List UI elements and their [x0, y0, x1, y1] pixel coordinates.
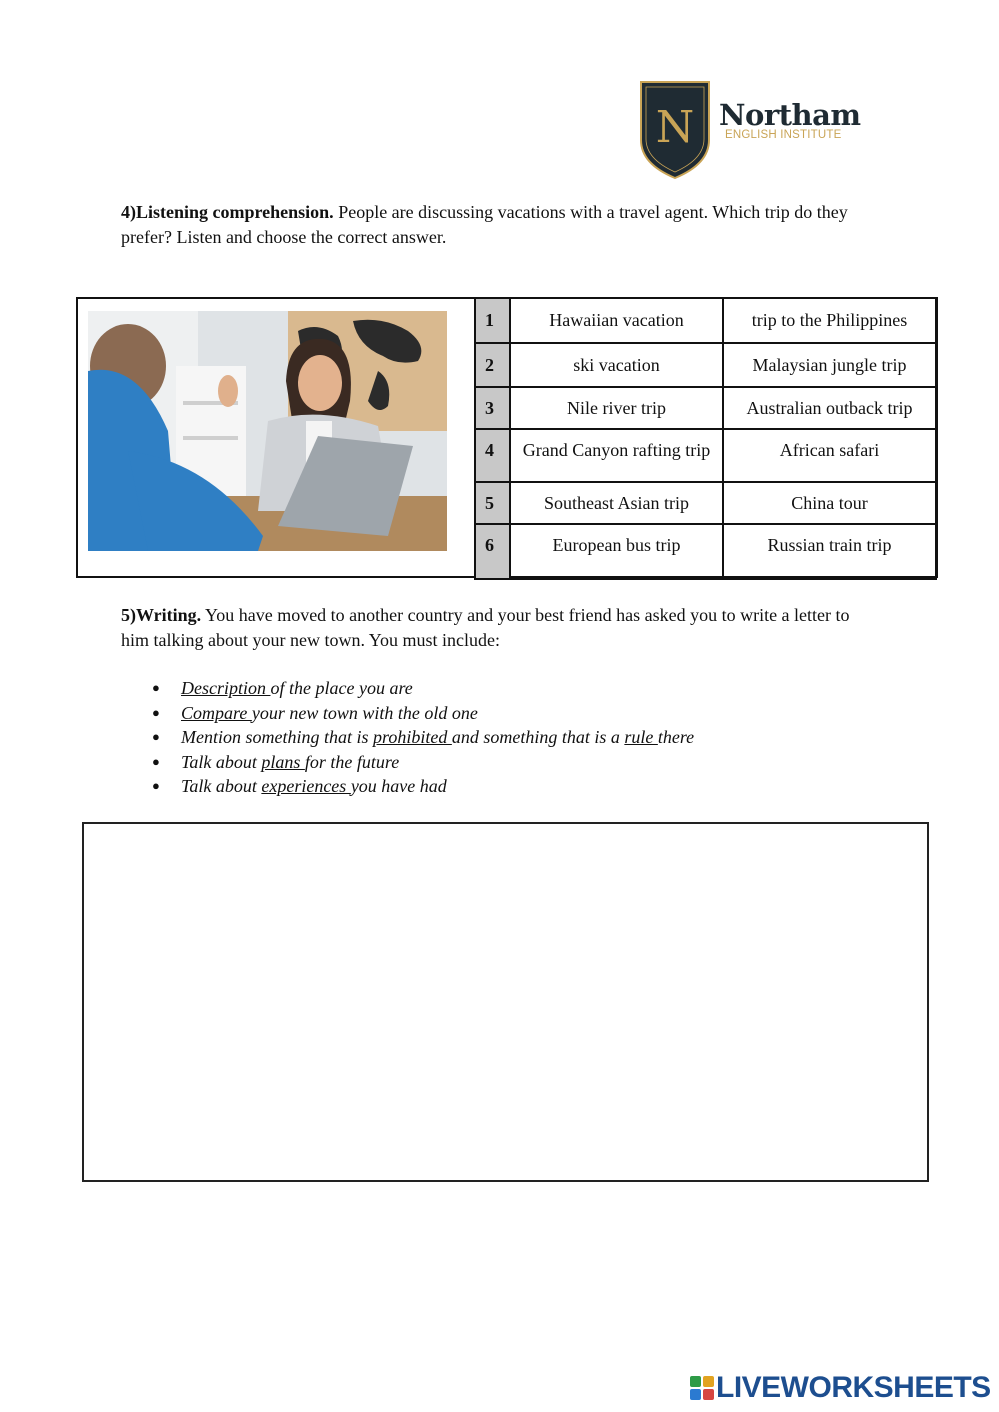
bullet-icon: ● — [152, 778, 160, 793]
trip-option[interactable]: Australian outback trip — [723, 387, 936, 429]
trip-option[interactable]: African safari — [723, 429, 936, 482]
keyword: Compare — [181, 702, 252, 723]
trip-option[interactable]: European bus trip — [510, 524, 723, 579]
keyword: Description — [181, 678, 271, 698]
section4-heading: 4)Listening comprehension. — [121, 202, 334, 222]
trip-option[interactable]: trip to the Philippines — [723, 298, 936, 343]
item-text: Talk about — [181, 776, 262, 796]
northam-logo — [637, 78, 862, 180]
row-number: 6 — [475, 524, 510, 579]
trip-option[interactable]: ski vacation — [510, 343, 723, 387]
section5-instructions — [121, 603, 901, 653]
trip-option[interactable]: Grand Canyon rafting trip — [510, 429, 723, 482]
trip-option[interactable]: Nile river trip — [510, 387, 723, 429]
list-item — [120, 774, 694, 799]
section5-line1: You have moved to another country and your best friend has asked you to write a letter to — [205, 605, 850, 625]
bullet-icon: ● — [152, 753, 160, 769]
logo-name: Northam — [719, 98, 861, 132]
bullet-icon: ● — [152, 704, 160, 720]
item-text: Talk about — [181, 751, 262, 772]
trip-option[interactable]: Russian train trip — [723, 524, 936, 579]
trip-option[interactable]: Malaysian jungle trip — [723, 343, 936, 387]
item-text: there — [657, 727, 695, 747]
row-number: 2 — [475, 343, 510, 387]
item-text: you have had — [350, 776, 447, 796]
table-row — [475, 387, 936, 429]
table-row — [475, 343, 936, 387]
trip-options-table — [474, 297, 937, 580]
liveworksheets-word: LIVEWORKSHEETS — [716, 1371, 991, 1404]
item-text: of the place you are — [270, 678, 413, 698]
item-text: and something that is a — [451, 727, 625, 747]
table-row — [475, 482, 936, 524]
keyword: rule — [624, 727, 658, 747]
trip-option[interactable]: Southeast Asian trip — [510, 482, 723, 524]
bullet-icon: ● — [152, 680, 160, 695]
list-item — [120, 750, 694, 775]
item-text: for the future — [304, 751, 400, 772]
section5-line2: him talking about your new town. You must include: — [121, 630, 500, 650]
writing-requirements-list — [120, 676, 694, 799]
keyword: plans — [261, 751, 305, 772]
list-item — [120, 701, 694, 726]
list-item — [120, 676, 694, 701]
table-row — [475, 524, 936, 579]
table-row — [475, 298, 936, 343]
list-item — [120, 725, 694, 750]
logo-monogram: N — [655, 102, 695, 153]
logo-subtitle: ENGLISH INSTITUTE — [725, 129, 842, 141]
trip-option[interactable]: Hawaiian vacation — [510, 298, 723, 343]
row-number: 1 — [475, 298, 510, 343]
section4-line2: prefer? Listen and choose the correct answer. — [121, 227, 447, 247]
section4-line1: People are discussing vacations with a travel agent. Which trip do they — [338, 202, 848, 222]
section4-instructions — [121, 200, 881, 250]
shield-icon — [637, 78, 713, 180]
travel-agent-photo — [88, 311, 447, 551]
section5-heading: 5)Writing. — [121, 605, 202, 625]
item-text: your new town with the old one — [251, 702, 478, 723]
row-number: 5 — [475, 482, 510, 524]
keyword: experiences — [261, 776, 351, 796]
liveworksheets-logo — [690, 1371, 991, 1405]
item-text: Mention something that is — [181, 727, 373, 747]
table-row — [475, 429, 936, 482]
bullet-icon: ● — [152, 729, 160, 744]
keyword: prohibited — [373, 727, 452, 747]
trip-option[interactable]: China tour — [723, 482, 936, 524]
liveworksheets-icon — [690, 1376, 714, 1400]
row-number: 4 — [475, 429, 510, 482]
writing-answer-box[interactable] — [82, 822, 929, 1182]
row-number: 3 — [475, 387, 510, 429]
